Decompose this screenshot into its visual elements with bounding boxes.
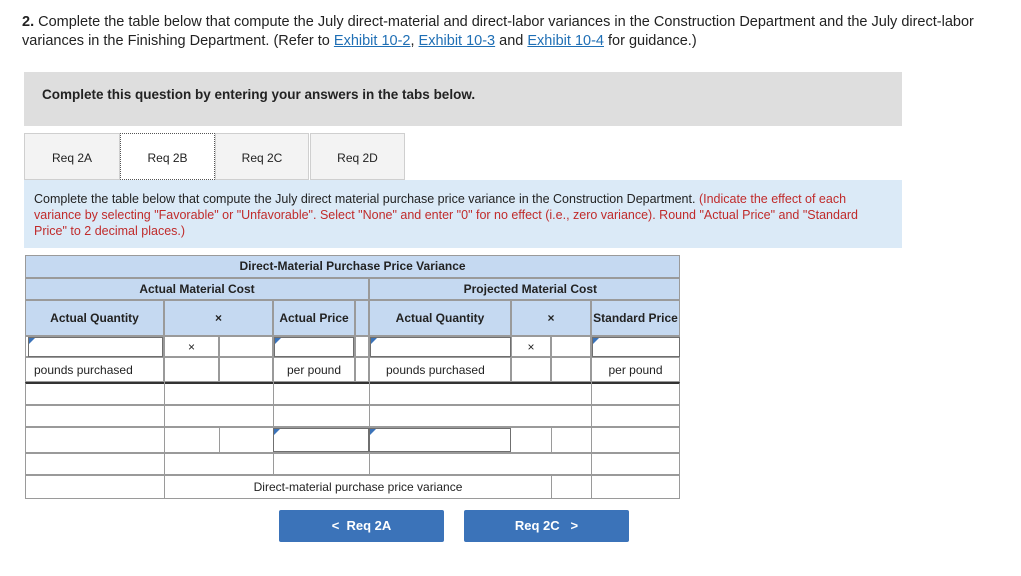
subtotal-divider-2: [273, 382, 274, 405]
banner-text: Complete this question by entering your answers in the tabs below.: [42, 87, 476, 102]
pounds-purchased-2-label: pounds purchased: [369, 357, 511, 382]
blank-divider-3: [369, 405, 370, 427]
subtotal-divider-1: [164, 382, 165, 405]
chevron-right-icon: >: [570, 518, 579, 533]
next-button[interactable]: Req 2C >: [464, 510, 629, 542]
standard-price-header: Standard Price: [591, 300, 680, 336]
tab-req-2b[interactable]: Req 2B: [120, 133, 215, 180]
blank2-divider-3: [369, 453, 370, 475]
question-body: Complete the table below that compute the July direct-material and direct-labor variances in the Construction Department and the July direct-labor variances in the Finishing Department. (Refer to: [22, 14, 974, 49]
instructions-note: (Indicate the effect of each variance by selecting "Favorable" or "Unfavorable". Select "None" and enter "0" for no effect (i.e., zero variance). Round "Actual Price" and "Standard Price" to 2 decimal places.): [34, 192, 859, 238]
table-title: Direct-Material Purchase Price Variance: [25, 255, 680, 278]
actual-price-input[interactable]: [274, 337, 354, 357]
blank2-divider-4: [591, 453, 592, 475]
times-header: ×: [164, 300, 273, 336]
actual-quantity-input[interactable]: [28, 337, 163, 357]
blank-divider-1: [164, 405, 165, 427]
standard-price-input[interactable]: [592, 337, 680, 357]
exhibit-10-4-link[interactable]: Exhibit 10-4: [527, 33, 604, 49]
variance-amount-input[interactable]: [273, 428, 369, 452]
tab-req-2d[interactable]: Req 2D: [310, 133, 405, 180]
times-2-header: ×: [511, 300, 591, 336]
question-number: 2.: [22, 14, 35, 30]
units-blank-4: [551, 357, 591, 382]
projected-material-cost-header: Projected Material Cost: [369, 278, 680, 300]
variance-footer-label: Direct-material purchase price variance: [253, 480, 463, 494]
units-spacer: [355, 357, 369, 382]
blank-row-2: [25, 453, 680, 475]
units-blank-2: [219, 357, 273, 382]
variance-divider-3: [551, 427, 552, 453]
blank-row: [25, 405, 680, 427]
units-blank-1: [164, 357, 219, 382]
variance-effect-select[interactable]: [369, 428, 511, 452]
blank2-divider-1: [164, 453, 165, 475]
variance-divider-2: [219, 427, 220, 453]
blank2-divider-2: [273, 453, 274, 475]
subtotal-divider-3: [369, 382, 370, 405]
times-sign: ×: [164, 336, 219, 357]
tab-req-2a[interactable]: Req 2A: [24, 133, 120, 180]
tab-req-2c[interactable]: Req 2C: [215, 133, 309, 180]
prev-button[interactable]: < Req 2A: [279, 510, 444, 542]
variance-divider-1: [164, 427, 165, 453]
subtotal-divider-4: [591, 382, 592, 405]
footer-divider-3: [591, 475, 592, 499]
actual-quantity-2-input[interactable]: [370, 337, 511, 357]
row1-actual-price-cell: [273, 336, 355, 357]
variance-divider-4: [591, 427, 592, 453]
footer-divider-2: [551, 475, 552, 499]
actual-price-header: Actual Price: [273, 300, 355, 336]
exhibit-10-2-link[interactable]: Exhibit 10-2: [333, 33, 411, 49]
question-text: 2. Complete the table below that compute the July direct-material and direct-labor variances in the Construction Department and the July direct-labor variances in the Finishing Department. (Refer to Exhibit 10-2, Exhibit 10-3 and Exhibit 10-4 for guidance.): [22, 14, 974, 49]
pounds-purchased-label: pounds purchased: [25, 357, 164, 382]
exhibit-10-3-link[interactable]: Exhibit 10-3: [418, 33, 496, 49]
row1-actual-qty2-cell: [369, 336, 511, 357]
row1-spacer: [355, 336, 369, 357]
row1-actual-qty-cell: [25, 336, 164, 357]
chevron-left-icon: <: [331, 518, 340, 533]
times-sign-2: ×: [511, 336, 551, 357]
blank-divider-2: [273, 405, 274, 427]
instructions-panel: [24, 180, 902, 248]
units-blank-3: [511, 357, 551, 382]
per-pound-2-label: per pound: [591, 357, 680, 382]
actual-quantity-header: Actual Quantity: [25, 300, 164, 336]
spacer-header: [355, 300, 369, 336]
actual-quantity-2-header: Actual Quantity: [369, 300, 511, 336]
per-pound-label: per pound: [273, 357, 355, 382]
instructions-banner: [24, 72, 902, 126]
row1-blank: [219, 336, 273, 357]
subtotal-row: [25, 382, 680, 405]
row1-blank-2: [551, 336, 591, 357]
blank-divider-4: [591, 405, 592, 427]
row1-standard-price-cell: [591, 336, 680, 357]
actual-material-cost-header: Actual Material Cost: [25, 278, 369, 300]
instructions-main: Complete the table below that compute the July direct material purchase price variance in the Construction Department.: [34, 192, 696, 206]
